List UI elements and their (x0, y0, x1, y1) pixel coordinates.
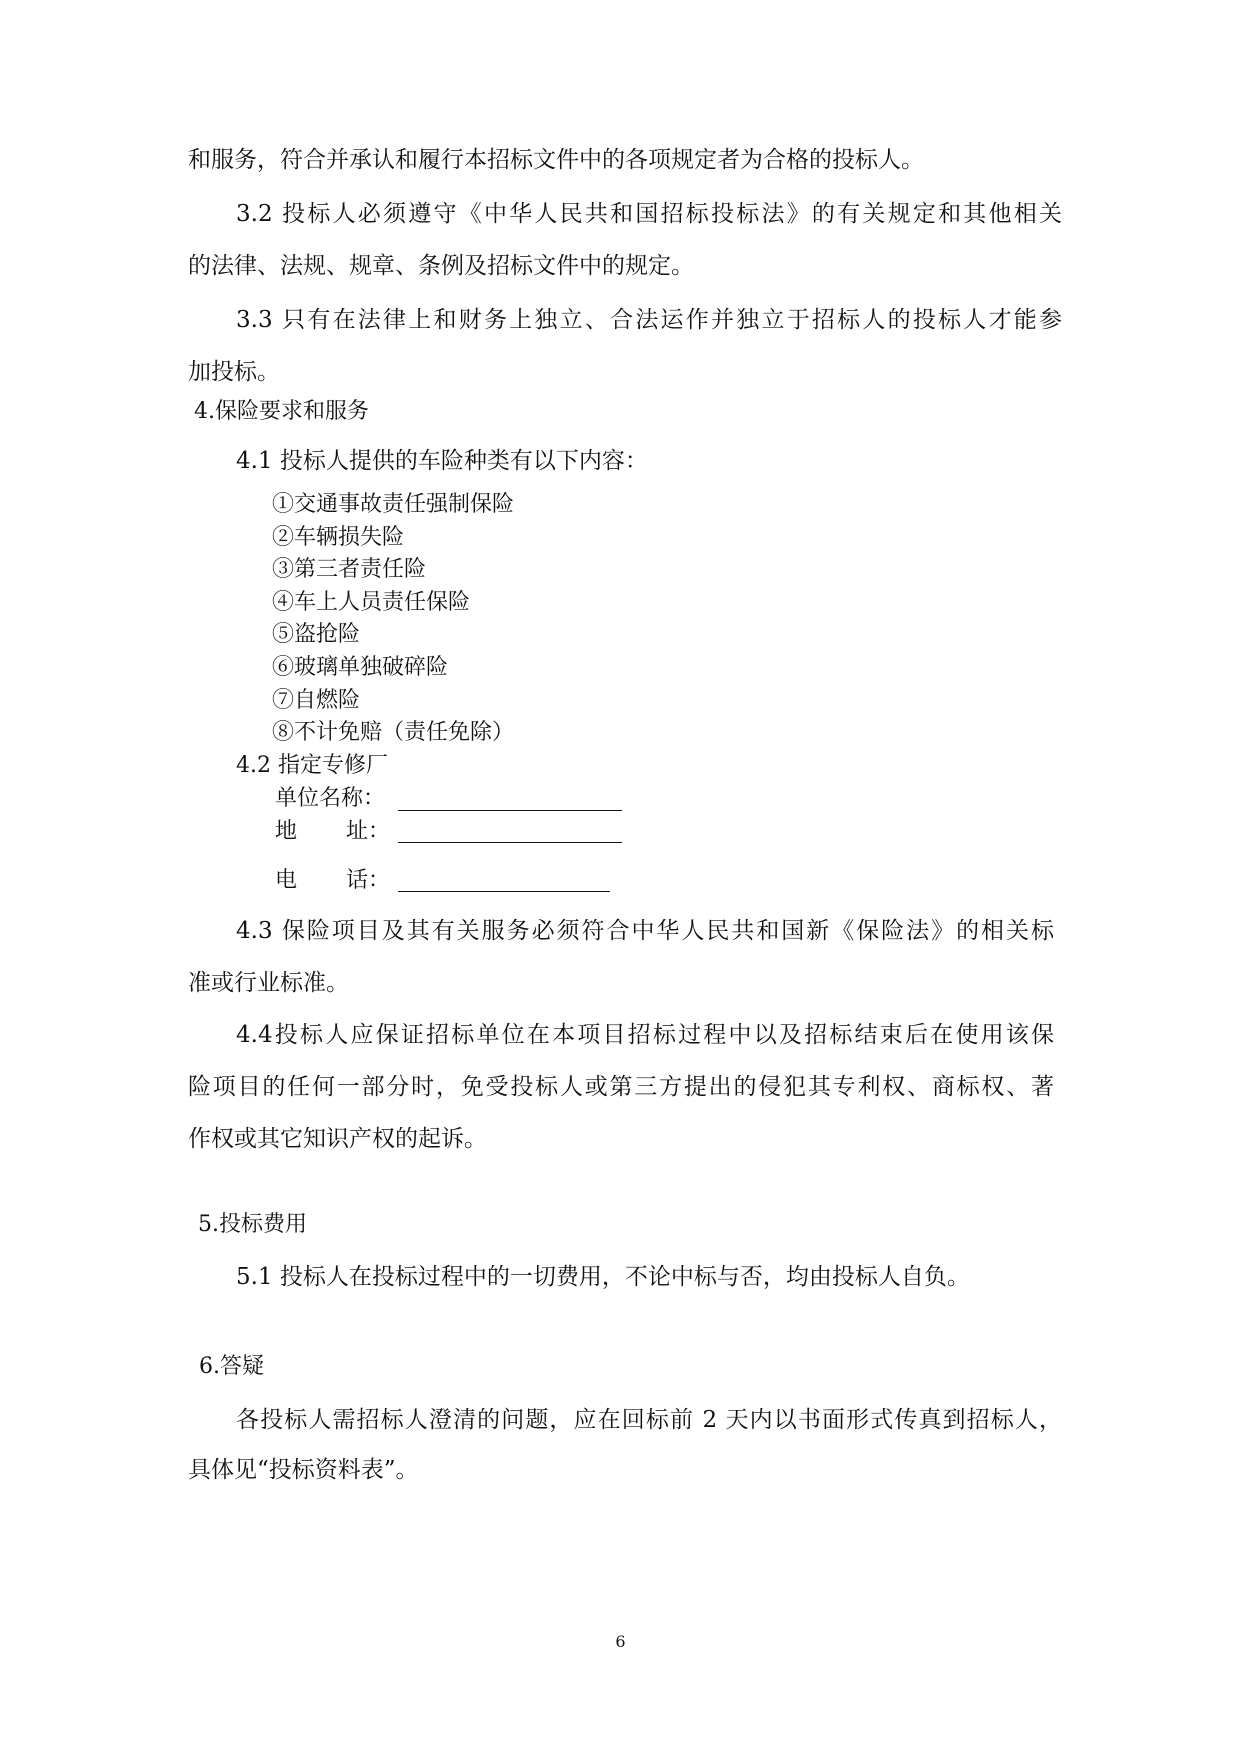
list-item: ⑦自燃险 (272, 688, 361, 713)
paragraph-3-3-line1: 3.3 只有在法律上和财务上独立、合法运作并独立于招标人的投标人才能参 (236, 307, 1062, 333)
section-4-3-line2: 准或行业标准。 (188, 970, 349, 996)
paragraph-line: 和服务，符合并承认和履行本招标文件中的各项规定者为合格的投标人。 (188, 147, 924, 173)
section-4-3-line1: 4.3 保险项目及其有关服务必须符合中华人民共和国新《保险法》的相关标 (236, 918, 1054, 944)
phone-blank (398, 891, 610, 892)
section-6-heading: 6.答疑 (199, 1354, 264, 1379)
section-4-4-line3: 作权或其它知识产权的起诉。 (188, 1126, 487, 1152)
section-5-1: 5.1 投标人在投标过程中的一切费用，不论中标与否，均由投标人自负。 (236, 1264, 970, 1290)
list-item: ②车辆损失险 (272, 525, 405, 550)
paragraph-3-2-line2: 的法律、法规、规章、条例及招标文件中的规定。 (188, 253, 694, 279)
section-4-4-line2: 险项目的任何一部分时，免受投标人或第三方提出的侵犯其专利权、商标权、著 (188, 1074, 1054, 1100)
address-label: 地 址： (275, 819, 390, 844)
list-item: ③第三者责任险 (272, 557, 427, 582)
section-4-1: 4.1 投标人提供的车险种类有以下内容： (236, 448, 648, 474)
list-item: ⑤盗抢险 (272, 622, 361, 647)
list-item: ④车上人员责任保险 (272, 590, 471, 615)
paragraph-3-2-line1: 3.2 投标人必须遵守《中华人民共和国招标投标法》的有关规定和其他相关 (236, 201, 1062, 227)
phone-label: 电 话： (275, 868, 390, 893)
section-5-heading: 5.投标费用 (198, 1212, 307, 1237)
address-blank (398, 842, 622, 843)
section-4-4-line1: 4.4投标人应保证招标单位在本项目招标过程中以及招标结束后在使用该保 (236, 1022, 1054, 1048)
list-item: ①交通事故责任强制保险 (272, 492, 515, 517)
list-item: ⑧不计免赔（责任免除） (272, 720, 515, 745)
page-number: 6 (615, 1632, 626, 1651)
section-6-line2: 具体见“投标资料表”。 (188, 1457, 419, 1483)
section-4-heading: 4.保险要求和服务 (194, 399, 369, 424)
section-4-2: 4.2 指定专修厂 (236, 753, 388, 778)
section-6-line1: 各投标人需招标人澄清的问题，应在回标前 2 天内以书面形式传真到招标人， (236, 1407, 1062, 1433)
unit-name-label: 单位名称： (275, 786, 386, 811)
paragraph-3-3-line2: 加投标。 (188, 359, 280, 385)
list-item: ⑥玻璃单独破碎险 (272, 655, 449, 680)
unit-name-blank (398, 810, 622, 811)
